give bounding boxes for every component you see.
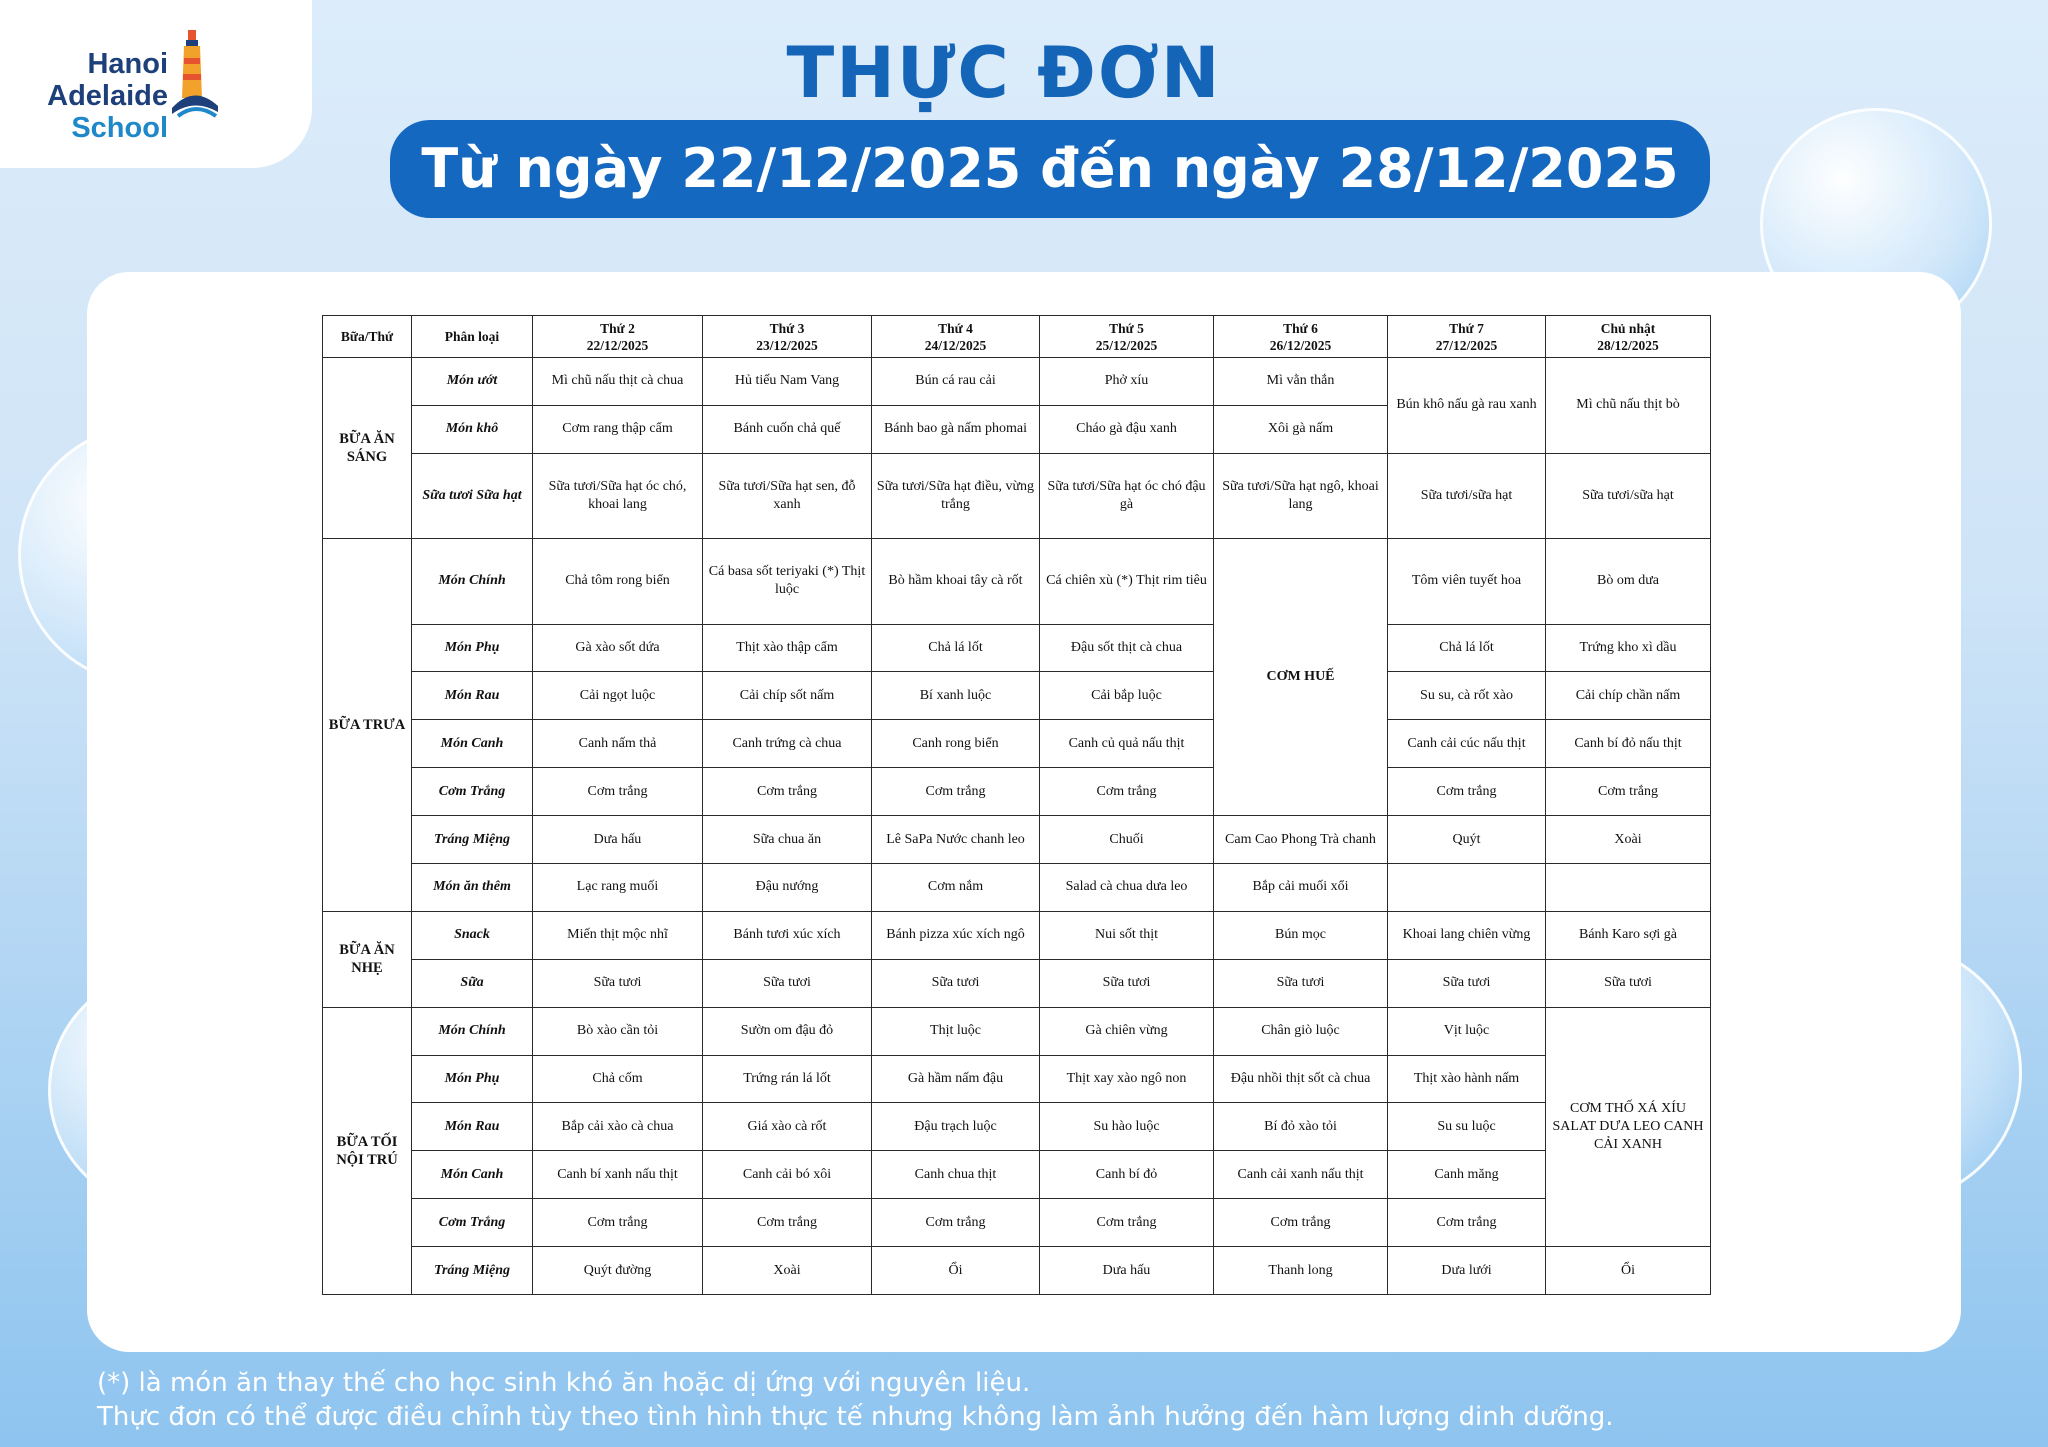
menu-cell: Bò om dưa <box>1546 539 1711 624</box>
table-row <box>323 720 1711 768</box>
menu-cell: Salad cà chua dưa leo <box>1040 863 1214 911</box>
header-day <box>703 316 872 358</box>
menu-cell: Lê SaPa Nước chanh leo <box>872 816 1040 864</box>
menu-cell: Dưa hấu <box>1040 1247 1214 1295</box>
menu-cell: Đậu sốt thịt cà chua <box>1040 624 1214 672</box>
logo-line-adelaide: Adelaide <box>47 80 168 112</box>
category-cell: Món Canh <box>412 720 533 768</box>
menu-cell: Sữa tươi <box>1388 959 1546 1007</box>
header-day <box>1040 316 1214 358</box>
menu-cell: Miến thịt mộc nhĩ <box>533 911 703 959</box>
menu-cell <box>1388 863 1546 911</box>
menu-cell: Sữa tươi/sữa hạt <box>1546 453 1711 538</box>
menu-cell: Canh cải cúc nấu thịt <box>1388 720 1546 768</box>
category-cell: Tráng Miệng <box>412 816 533 864</box>
table-row <box>323 453 1711 538</box>
table-row <box>323 1055 1711 1103</box>
menu-cell: Canh trứng cà chua <box>703 720 872 768</box>
menu-cell: Sữa tươi <box>1040 959 1214 1007</box>
menu-cell: Chả tôm rong biển <box>533 539 703 624</box>
menu-cell: Cải bắp luộc <box>1040 672 1214 720</box>
menu-cell: Sữa tươi/Sữa hạt điều, vừng trắng <box>872 453 1040 538</box>
menu-cell: Cơm trắng <box>533 768 703 816</box>
menu-cell: Thịt xay xào ngô non <box>1040 1055 1214 1103</box>
menu-cell: Canh bí đỏ <box>1040 1151 1214 1199</box>
menu-cell: Bánh pizza xúc xích ngô <box>872 911 1040 959</box>
table-row <box>323 1151 1711 1199</box>
footnote-adjustment: Thực đơn có thể được điều chỉnh tùy theo tình hình thực tế nhưng không làm ảnh hưởng đến hàm lượng dinh dưỡng. <box>97 1402 1614 1432</box>
header-meal: Bữa/Thứ <box>323 316 412 358</box>
category-cell: Món ăn thêm <box>412 863 533 911</box>
menu-cell: Thịt luộc <box>872 1007 1040 1055</box>
menu-cell: Trứng kho xì dầu <box>1546 624 1711 672</box>
header-day-label: Thứ 6 <box>1283 320 1318 336</box>
menu-cell: Bún khô nấu gà rau xanh <box>1388 358 1546 454</box>
menu-cell: Cải chíp sốt nấm <box>703 672 872 720</box>
header-day <box>1214 316 1388 358</box>
category-cell: Món Canh <box>412 1151 533 1199</box>
table-row <box>323 768 1711 816</box>
menu-cell: Bí đỏ xào tỏi <box>1214 1103 1388 1151</box>
menu-cell: Sữa chua ăn <box>703 816 872 864</box>
menu-cell: Mì vằn thắn <box>1214 358 1388 406</box>
menu-cell: Cơm rang thập cẩm <box>533 405 703 453</box>
menu-cell: Canh bí đỏ nấu thịt <box>1546 720 1711 768</box>
category-cell: Món Chính <box>412 1007 533 1055</box>
meal-label-breakfast: BỮA ĂN SÁNG <box>323 358 412 539</box>
menu-cell: Cá basa sốt teriyaki (*) Thịt luộc <box>703 539 872 624</box>
menu-cell: Sữa tươi/Sữa hạt óc chó, khoai lang <box>533 453 703 538</box>
category-cell: Món ướt <box>412 358 533 406</box>
header-day-label: Chủ nhật <box>1600 320 1656 336</box>
menu-cell: Cơm trắng <box>1040 1199 1214 1247</box>
table-row <box>323 1103 1711 1151</box>
menu-cell: Phở xíu <box>1040 358 1214 406</box>
menu-cell: Bí xanh luộc <box>872 672 1040 720</box>
menu-cell: Đậu nhồi thịt sốt cà chua <box>1214 1055 1388 1103</box>
table-row <box>323 1007 1711 1055</box>
menu-cell: Cam Cao Phong Trà chanh <box>1214 816 1388 864</box>
menu-cell: Bắp cải muối xổi <box>1214 863 1388 911</box>
menu-cell: Vịt luộc <box>1388 1007 1546 1055</box>
menu-cell: Cá chiên xù (*) Thịt rim tiêu <box>1040 539 1214 624</box>
menu-cell: Su su luộc <box>1388 1103 1546 1151</box>
menu-cell: Cơm nắm <box>872 863 1040 911</box>
menu-cell: Chả cốm <box>533 1055 703 1103</box>
menu-cell: Gà hầm nấm đậu <box>872 1055 1040 1103</box>
table-row <box>323 959 1711 1007</box>
header-day-label: Thứ 4 <box>938 320 973 336</box>
page-title: THỰC ĐƠN <box>786 32 1222 114</box>
category-cell: Snack <box>412 911 533 959</box>
menu-cell: Cơm trắng <box>872 768 1040 816</box>
menu-cell: Sữa tươi/sữa hạt <box>1388 453 1546 538</box>
menu-cell: Sữa tươi <box>703 959 872 1007</box>
category-cell: Cơm Trắng <box>412 768 533 816</box>
table-row <box>323 1247 1711 1295</box>
menu-cell: Cơm trắng <box>1388 1199 1546 1247</box>
menu-cell: Bánh tươi xúc xích <box>703 911 872 959</box>
header-day-date: 26/12/2025 <box>1269 337 1332 353</box>
header-day-label: Thứ 2 <box>600 320 635 336</box>
menu-cell: Cơm trắng <box>1388 768 1546 816</box>
menu-cell: Su su, cà rốt xào <box>1388 672 1546 720</box>
menu-cell: Khoai lang chiên vừng <box>1388 911 1546 959</box>
menu-cell: Đậu trạch luộc <box>872 1103 1040 1151</box>
header-day <box>533 316 703 358</box>
menu-cell: Hủ tiếu Nam Vang <box>703 358 872 406</box>
menu-cell <box>1546 863 1711 911</box>
menu-cell: Thanh long <box>1214 1247 1388 1295</box>
menu-cell: Cải ngọt luộc <box>533 672 703 720</box>
menu-cell: Sữa tươi <box>872 959 1040 1007</box>
menu-cell: Chả lá lốt <box>1388 624 1546 672</box>
menu-cell: Sữa tươi/Sữa hạt óc chó đậu gà <box>1040 453 1214 538</box>
meal-label-dinner: BỮA TỐI NỘI TRÚ <box>323 1007 412 1294</box>
footnote-substitute: (*) là món ăn thay thế cho học sinh khó ăn hoặc dị ứng với nguyên liệu. <box>97 1368 1031 1398</box>
menu-cell: Cháo gà đậu xanh <box>1040 405 1214 453</box>
category-cell: Món Rau <box>412 1103 533 1151</box>
menu-cell: Chân giò luộc <box>1214 1007 1388 1055</box>
menu-cell: Bò xào cần tỏi <box>533 1007 703 1055</box>
table-row <box>323 863 1711 911</box>
menu-cell: Quýt đường <box>533 1247 703 1295</box>
menu-cell: Cơm trắng <box>1214 1199 1388 1247</box>
menu-cell: Bún mọc <box>1214 911 1388 959</box>
menu-cell: Sườn om đậu đỏ <box>703 1007 872 1055</box>
menu-cell: Thịt xào thập cẩm <box>703 624 872 672</box>
menu-cell: Bò hầm khoai tây cà rốt <box>872 539 1040 624</box>
header-day-date: 25/12/2025 <box>1095 337 1158 353</box>
header-day-date: 28/12/2025 <box>1597 337 1659 353</box>
table-row <box>323 672 1711 720</box>
menu-table <box>322 315 1711 1295</box>
menu-cell: Đậu nướng <box>703 863 872 911</box>
menu-cell: Xôi gà nấm <box>1214 405 1388 453</box>
header-day-label: Thứ 3 <box>769 320 805 336</box>
menu-cell-special: CƠM THỐ XÁ XÍU SALAT DƯA LEO CANH CẢI XANH <box>1546 1007 1711 1246</box>
menu-cell: Canh măng <box>1388 1151 1546 1199</box>
header-day-date: 27/12/2025 <box>1435 337 1498 353</box>
footnotes <box>97 1366 1614 1434</box>
category-cell: Món Chính <box>412 539 533 624</box>
menu-cell: Cơm trắng <box>872 1199 1040 1247</box>
category-cell: Cơm Trắng <box>412 1199 533 1247</box>
category-cell: Món Rau <box>412 672 533 720</box>
header-row <box>323 316 1711 358</box>
table-row <box>323 539 1711 624</box>
menu-cell: Canh củ quả nấu thịt <box>1040 720 1214 768</box>
menu-cell: Lạc rang muối <box>533 863 703 911</box>
category-cell: Món Phụ <box>412 624 533 672</box>
menu-cell: Cơm trắng <box>533 1199 703 1247</box>
category-cell: Món khô <box>412 405 533 453</box>
menu-cell: Bánh cuốn chả quế <box>703 405 872 453</box>
menu-cell: Tôm viên tuyết hoa <box>1388 539 1546 624</box>
menu-cell: Xoài <box>703 1247 872 1295</box>
menu-cell: Giá xào cà rốt <box>703 1103 872 1151</box>
menu-cell: Bánh bao gà nấm phomai <box>872 405 1040 453</box>
meal-label-lunch: BỮA TRƯA <box>323 539 412 912</box>
menu-cell: Sữa tươi/Sữa hạt sen, đỗ xanh <box>703 453 872 538</box>
menu-cell: Sữa tươi/Sữa hạt ngô, khoai lang <box>1214 453 1388 538</box>
category-cell: Tráng Miệng <box>412 1247 533 1295</box>
date-range-banner: Từ ngày 22/12/2025 đến ngày 28/12/2025 <box>390 120 1710 218</box>
menu-cell: Cơm trắng <box>703 1199 872 1247</box>
category-cell: Sữa tươi Sữa hạt <box>412 453 533 538</box>
menu-cell: Chả lá lốt <box>872 624 1040 672</box>
menu-cell: Nui sốt thịt <box>1040 911 1214 959</box>
menu-cell: Cải chíp chần nấm <box>1546 672 1711 720</box>
header-day-label: Thứ 7 <box>1449 320 1484 336</box>
header-day-label: Thứ 5 <box>1109 320 1144 336</box>
header-day <box>1546 316 1711 358</box>
header-day <box>1388 316 1546 358</box>
header-day-date: 22/12/2025 <box>586 337 649 353</box>
table-row <box>323 358 1711 406</box>
menu-cell: Canh rong biển <box>872 720 1040 768</box>
menu-cell: Sữa tươi <box>1214 959 1388 1007</box>
menu-cell: Quýt <box>1388 816 1546 864</box>
menu-cell: Xoài <box>1546 816 1711 864</box>
menu-cell: Canh chua thịt <box>872 1151 1040 1199</box>
logo-line-school: School <box>71 112 168 144</box>
menu-cell: Bánh Karo sợi gà <box>1546 911 1711 959</box>
menu-cell: Cơm trắng <box>703 768 872 816</box>
header-day-date: 23/12/2025 <box>756 337 818 353</box>
category-cell: Sữa <box>412 959 533 1007</box>
menu-cell: Bún cá rau cải <box>872 358 1040 406</box>
logo-line-hanoi: Hanoi <box>87 48 168 80</box>
menu-cell: Mì chũ nấu thịt bò <box>1546 358 1711 454</box>
menu-cell: Trứng rán lá lốt <box>703 1055 872 1103</box>
menu-cell: Su hào luộc <box>1040 1103 1214 1151</box>
menu-cell: Gà xào sốt dứa <box>533 624 703 672</box>
category-cell: Món Phụ <box>412 1055 533 1103</box>
table-row <box>323 624 1711 672</box>
menu-cell: Cơm trắng <box>1040 768 1214 816</box>
header-day-date: 24/12/2025 <box>924 337 987 353</box>
meal-label-snack: BỮA ĂN NHẸ <box>323 911 412 1007</box>
menu-cell: Dưa hấu <box>533 816 703 864</box>
menu-cell: Canh bí xanh nấu thịt <box>533 1151 703 1199</box>
table-row <box>323 1199 1711 1247</box>
menu-cell: Gà chiên vừng <box>1040 1007 1214 1055</box>
header-day <box>872 316 1040 358</box>
menu-cell: Mì chũ nấu thịt cà chua <box>533 358 703 406</box>
menu-cell: Canh nấm thả <box>533 720 703 768</box>
menu-cell: Bắp cải xào cà chua <box>533 1103 703 1151</box>
menu-cell: Sữa tươi <box>533 959 703 1007</box>
menu-cell: Canh cải bó xôi <box>703 1151 872 1199</box>
table-row <box>323 816 1711 864</box>
menu-cell: Sữa tươi <box>1546 959 1711 1007</box>
header-category: Phân loại <box>412 316 533 358</box>
menu-cell: Canh cải xanh nấu thịt <box>1214 1151 1388 1199</box>
menu-cell: Ổi <box>1546 1247 1711 1295</box>
menu-cell: Dưa lưới <box>1388 1247 1546 1295</box>
menu-cell: Cơm trắng <box>1546 768 1711 816</box>
menu-cell: Chuối <box>1040 816 1214 864</box>
table-row <box>323 911 1711 959</box>
menu-cell: Ổi <box>872 1247 1040 1295</box>
menu-cell: Thịt xào hành nấm <box>1388 1055 1546 1103</box>
menu-cell-special: CƠM HUẾ <box>1214 539 1388 816</box>
